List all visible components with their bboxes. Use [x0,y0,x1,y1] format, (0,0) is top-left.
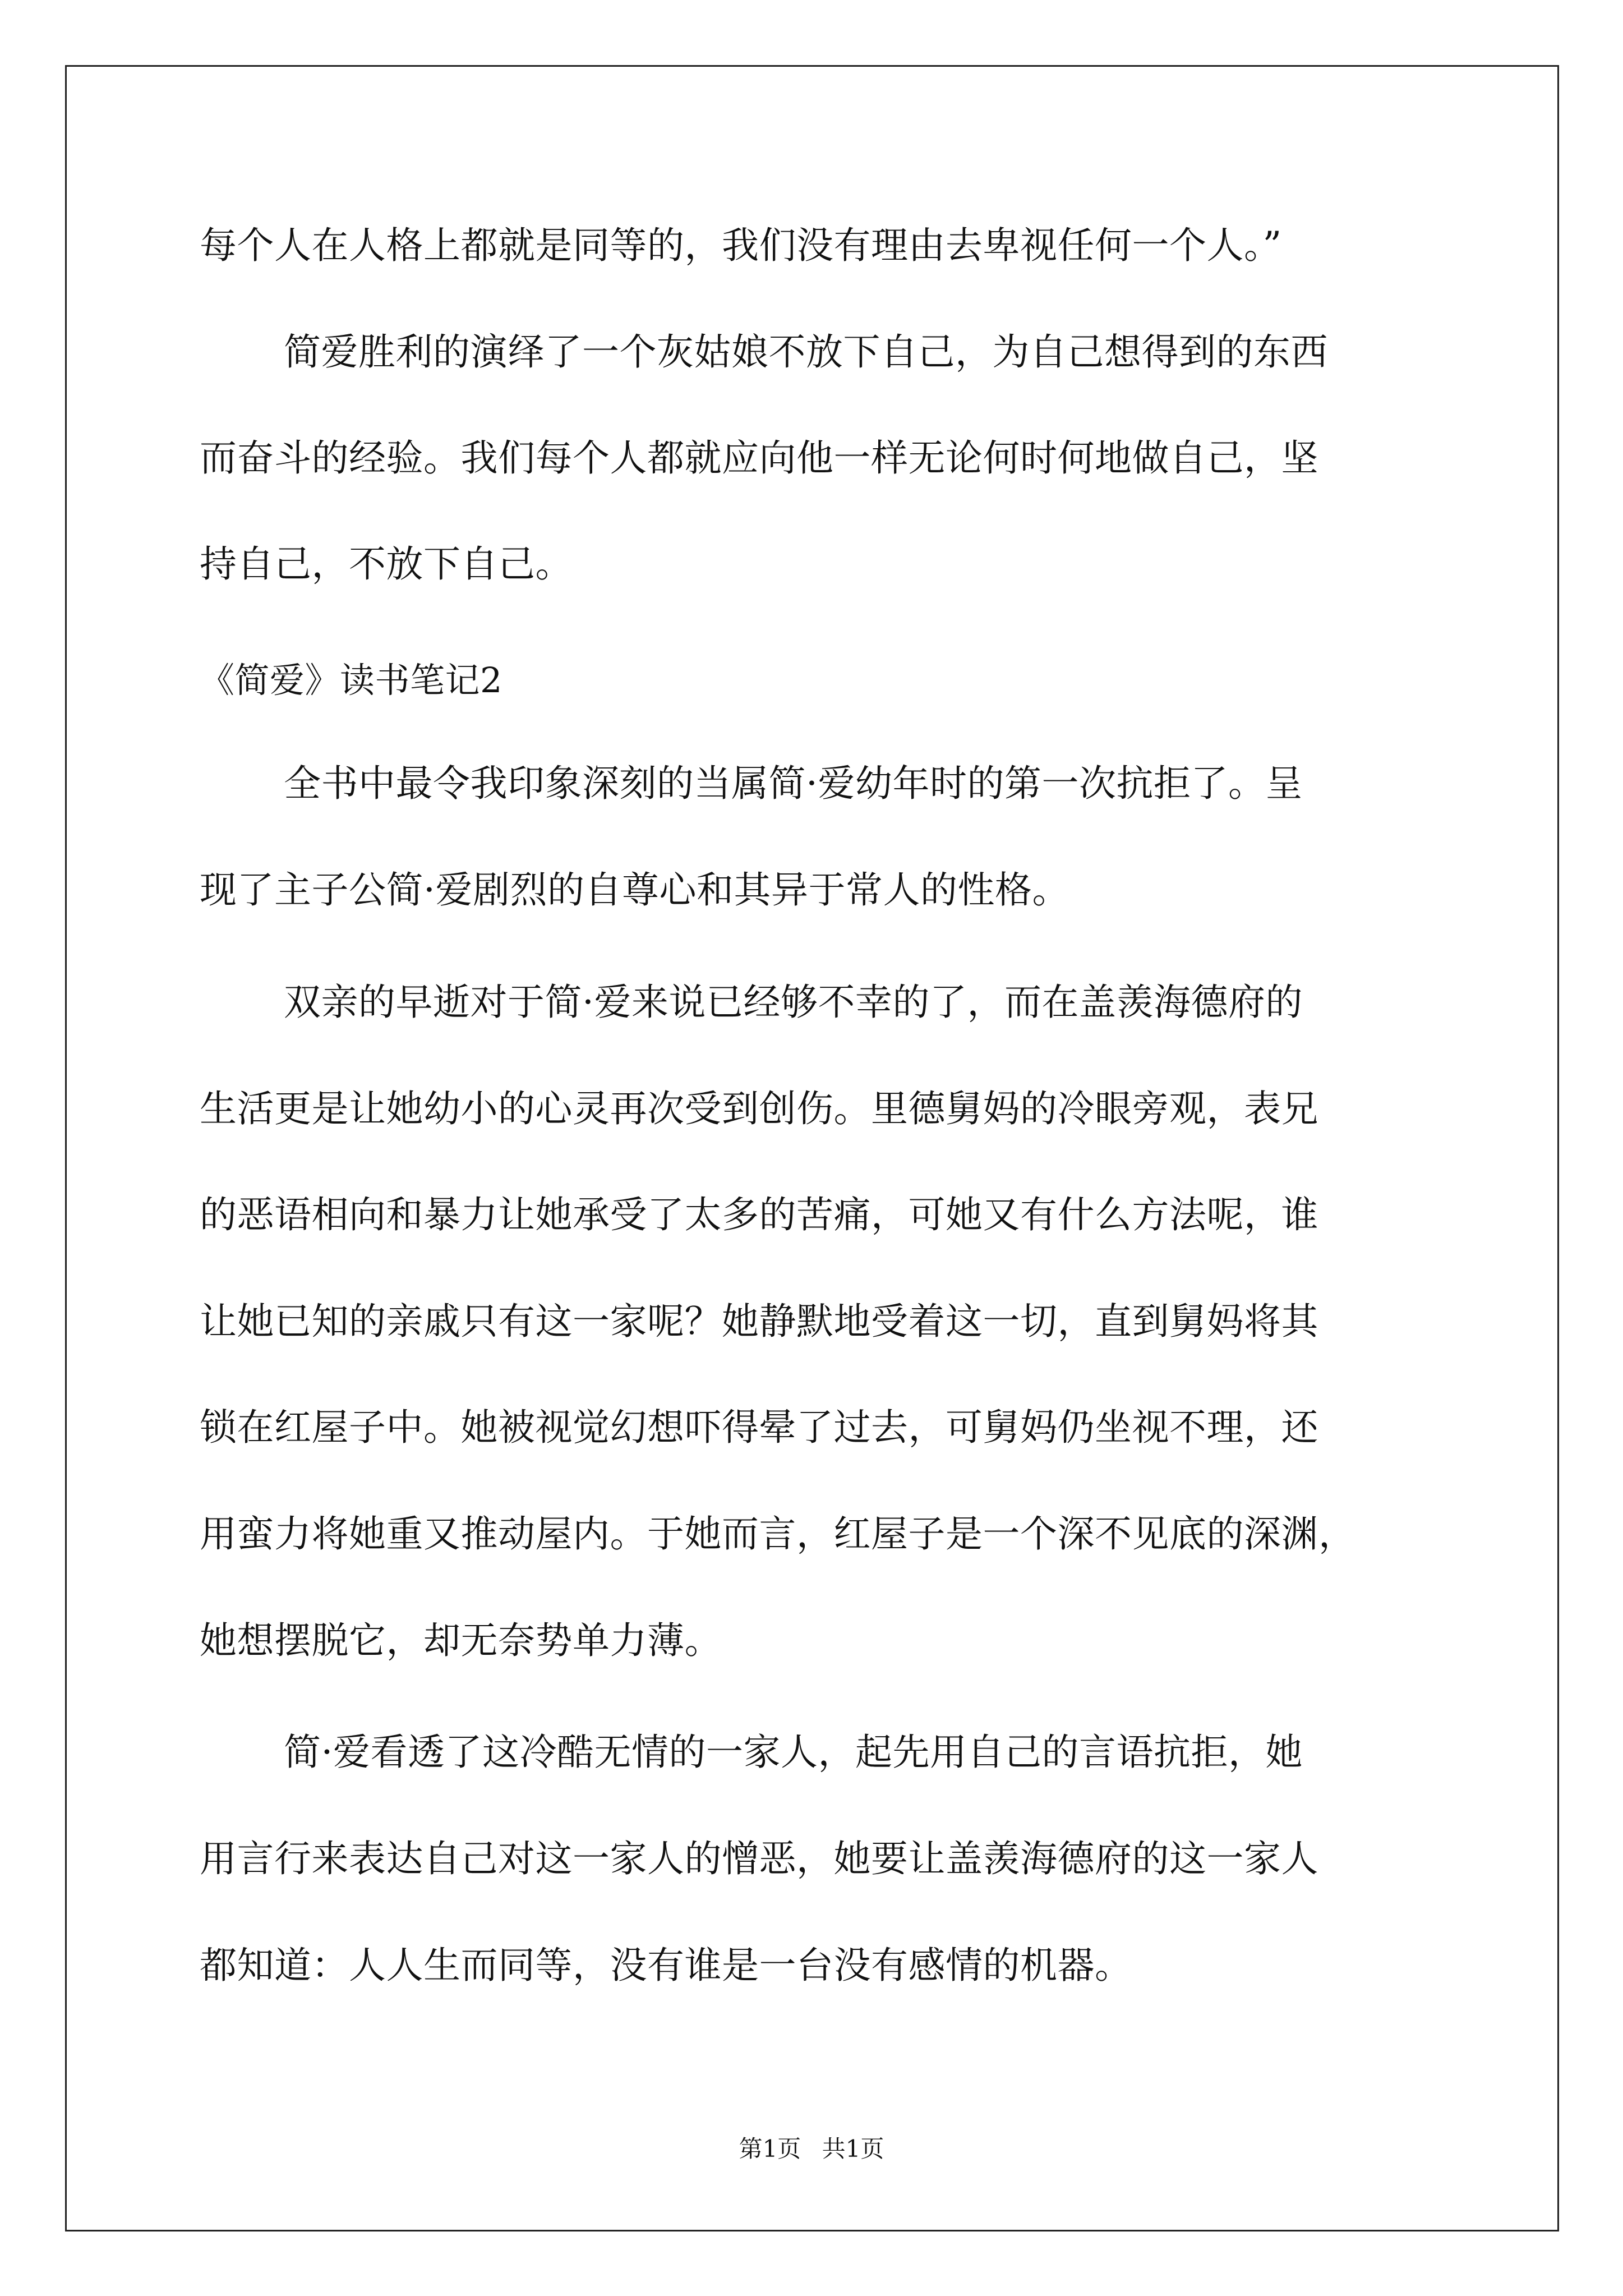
text-line: 持自己，不放下自己。 [200,542,573,586]
page-number: 第1页 [739,2135,801,2162]
text-line: 让她已知的亲戚只有这一家呢？她静默地受着这一切，直到舅妈将其 [200,1300,1318,1343]
text-line: 现了主子公简·爱剧烈的自尊心和其异于常人的性格。 [200,868,1069,912]
text-line: 双亲的早逝对于简·爱来说已经够不幸的了，而在盖羡海德府的 [284,981,1303,1024]
text-line: 每个人在人格上都就是同等的，我们没有理由去卑视任何一个人。” [200,224,1282,267]
text-line: 的恶语相向和暴力让她承受了太多的苦痛，可她又有什么方法呢，谁 [200,1193,1318,1236]
page-total: 共1页 [822,2135,884,2162]
page-border [65,65,1559,2231]
page-footer [0,2135,1623,2163]
text-line: 而奋斗的经验。我们每个人都就应向他一样无论何时何地做自己，坚 [200,436,1318,480]
text-line: 生活更是让她幼小的心灵再次受到创伤。里德舅妈的冷眼旁观，表兄 [200,1087,1318,1130]
text-line: 用言行来表达自己对这一家人的憎恶，她要让盖羡海德府的这一家人 [200,1837,1318,1880]
text-line: 锁在红屋子中。她被视觉幻想吓得晕了过去，可舅妈仍坐视不理，还 [200,1406,1318,1449]
text-line: 全书中最令我印象深刻的当属简·爱幼年时的第一次抗拒了。呈 [284,762,1303,805]
section-heading: 《简爱》读书笔记2 [200,660,502,701]
text-line: 她想摆脱它，却无奈势单力薄。 [200,1619,722,1662]
text-line: 简爱胜利的演绎了一个灰姑娘不放下自己，为自己想得到的东西 [284,330,1328,374]
text-line: 用蛮力将她重又推动屋内。于她而言，红屋子是一个深不见底的深渊， [200,1512,1356,1556]
text-line: 都知道：人人生而同等，没有谁是一台没有感情的机器。 [200,1944,1132,1987]
text-line: 简·爱看透了这冷酷无情的一家人，起先用自己的言语抗拒，她 [284,1731,1303,1774]
